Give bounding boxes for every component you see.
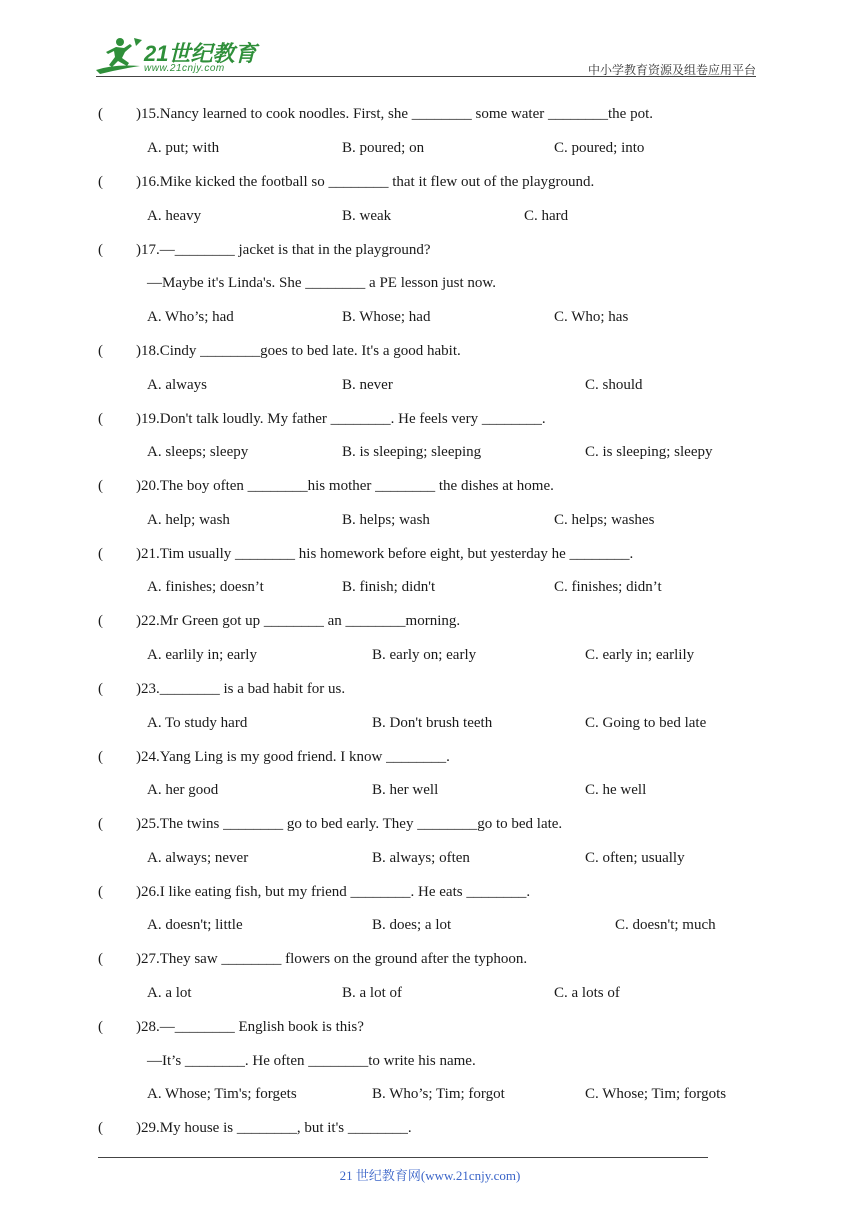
answer-paren: ( [98, 546, 103, 562]
footer-source: 21 世纪教育网(www.21cnjy.com) [339, 1168, 521, 1183]
option-a: A. always; never [147, 850, 249, 866]
option-a: A. put; with [147, 140, 220, 156]
logo [94, 36, 264, 78]
question-text: )26.I like eating fish, but my friend ________. He eats ________. [136, 884, 531, 900]
option-a: A. earlily in; early [147, 647, 257, 663]
option-c: C. hard [524, 208, 569, 224]
question-text: )24.Yang Ling is my good friend. I know ________. [136, 749, 450, 765]
option-b: B. Who’s; Tim; forgot [372, 1086, 505, 1102]
option-a: A. always [147, 377, 207, 393]
option-b: B. Whose; had [342, 309, 431, 325]
option-b: B. weak [342, 208, 392, 224]
answer-paren: ( [98, 343, 103, 359]
option-a: A. finishes; doesn’t [147, 579, 264, 595]
option-c: C. often; usually [585, 850, 685, 866]
option-a: A. heavy [147, 208, 202, 224]
answer-paren: ( [98, 106, 103, 122]
answer-paren: ( [98, 613, 103, 629]
page-header [0, 0, 860, 80]
option-a: A. Whose; Tim's; forgets [147, 1086, 297, 1102]
answer-paren: ( [98, 242, 103, 258]
answer-paren: ( [98, 1019, 103, 1035]
question-text: )19.Don't talk loudly. My father ________. He feels very ________. [136, 411, 546, 427]
option-c: C. helps; washes [554, 512, 655, 528]
option-a: A. doesn't; little [147, 917, 243, 933]
footer-divider [98, 1157, 708, 1158]
question-text: )29.My house is ________, but it's ________. [136, 1120, 412, 1136]
question-text: )21.Tim usually ________ his homework before eight, but yesterday he ________. [136, 546, 634, 562]
option-c: C. finishes; didn’t [554, 579, 662, 595]
answer-paren: ( [98, 1120, 103, 1136]
answer-paren: ( [98, 816, 103, 832]
option-c: C. a lots of [554, 985, 620, 1001]
option-c: C. Who; has [554, 309, 629, 325]
option-a: A. To study hard [147, 715, 248, 731]
option-c: C. Whose; Tim; forgots [585, 1086, 727, 1102]
answer-paren: ( [98, 951, 103, 967]
option-a: A. her good [147, 782, 219, 798]
option-c: C. poured; into [554, 140, 645, 156]
answer-paren: ( [98, 478, 103, 494]
option-b: B. Don't brush teeth [372, 715, 493, 731]
dialogue-line: —It’s ________. He often ________to write his name. [147, 1053, 476, 1069]
option-c: C. Going to bed late [585, 715, 707, 731]
option-b: B. poured; on [342, 140, 425, 156]
option-b: B. finish; didn't [342, 579, 436, 595]
option-b: B. does; a lot [372, 917, 452, 933]
answer-paren: ( [98, 749, 103, 765]
option-c: C. doesn't; much [615, 917, 716, 933]
option-b: B. never [342, 377, 393, 393]
option-b: B. a lot of [342, 985, 402, 1001]
question-text: )22.Mr Green got up ________ an ________morning. [136, 613, 461, 629]
question-text: )28.—________ English book is this? [136, 1019, 364, 1035]
option-c: C. he well [585, 782, 647, 798]
question-text: )15.Nancy learned to cook noodles. First, she ________ some water ________the pot. [136, 106, 653, 122]
option-c: C. early in; earlily [585, 647, 695, 663]
answer-paren: ( [98, 884, 103, 900]
option-a: A. a lot [147, 985, 192, 1001]
option-b: B. is sleeping; sleeping [342, 444, 482, 460]
answer-paren: ( [98, 411, 103, 427]
question-text: )18.Cindy ________goes to bed late. It's a good habit. [136, 343, 461, 359]
answer-paren: ( [98, 174, 103, 190]
option-b: B. her well [372, 782, 439, 798]
answer-paren: ( [98, 681, 103, 697]
header-divider [96, 76, 756, 77]
logo-sub-text: www.21cnjy.com [144, 63, 225, 74]
option-b: B. early on; early [372, 647, 477, 663]
option-a: A. sleeps; sleepy [147, 444, 249, 460]
option-b: B. always; often [372, 850, 470, 866]
question-text: )16.Mike kicked the football so ________ that it flew out of the playground. [136, 174, 595, 190]
runner-logo-icon [94, 36, 146, 78]
question-text: )23.________ is a bad habit for us. [136, 681, 346, 697]
question-text: )17.—________ jacket is that in the playground? [136, 242, 431, 258]
logo-main-text: 21世纪教育 [144, 41, 257, 66]
question-text: )20.The boy often ________his mother ________ the dishes at home. [136, 478, 554, 494]
option-c: C. should [585, 377, 643, 393]
platform-title: 中小学教育资源及组卷应用平台 [587, 63, 756, 77]
option-a: A. Who’s; had [147, 309, 234, 325]
option-a: A. help; wash [147, 512, 230, 528]
dialogue-line: —Maybe it's Linda's. She ________ a PE lesson just now. [147, 275, 496, 291]
option-b: B. helps; wash [342, 512, 430, 528]
question-text: )27.They saw ________ flowers on the ground after the typhoon. [136, 951, 528, 967]
question-text: )25.The twins ________ go to bed early. They ________go to bed late. [136, 816, 563, 832]
option-c: C. is sleeping; sleepy [585, 444, 713, 460]
